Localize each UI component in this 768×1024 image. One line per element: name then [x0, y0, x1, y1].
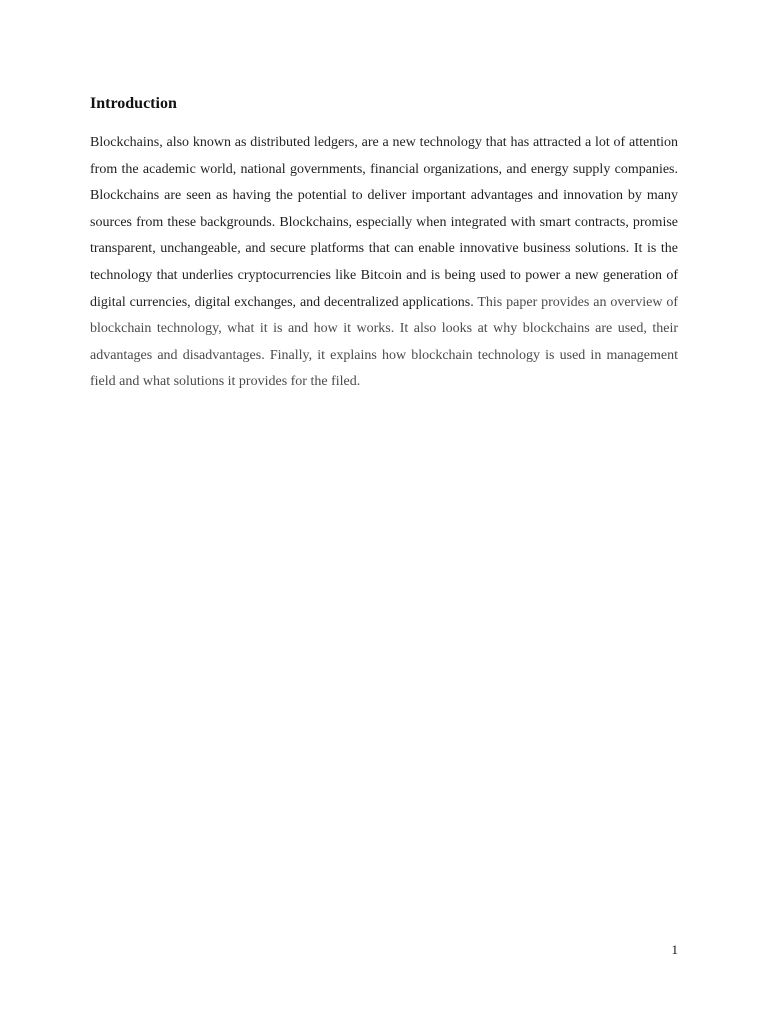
intro-paragraph-part1: Blockchains, also known as distributed ledgers, are a new technology that has attracted a lot of attention from the academic world, national governments, financial organizations, and energy supply companies. Blockchains are seen as having the potential to deliver important advantages and innovation by many sources from these backgrounds. Blockchains, especially when integrated with smart contracts, promise transparent, unchangeable, and secure platforms that can enable innovative business solutions. It is the technology that underlies cryptocurrencies like Bitcoin and is being used to power a new generation of digital currencies, digital exchanges, and decentralized applications.	[90, 135, 678, 310]
intro-paragraph-part2: This paper provides an overview of blockchain technology, what it is and how it works. It also looks at why blockchains are used, their advantages and disadvantages. Finally, it explains how blockchain technology is used in management field and what solutions it provides for the filed.	[90, 294, 678, 390]
intro-paragraph	[90, 130, 678, 396]
page-number: 1	[671, 942, 678, 957]
section-heading: Introduction	[90, 95, 177, 112]
